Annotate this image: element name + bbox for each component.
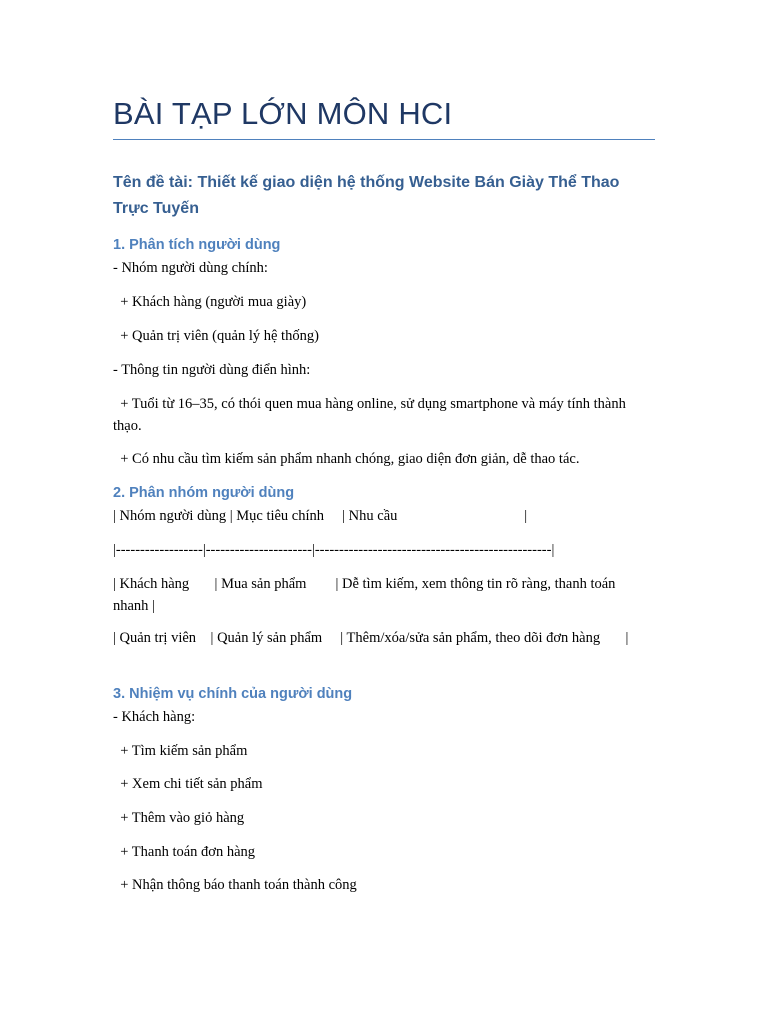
table-line: | Quản trị viên | Quản lý sản phẩm | Thêm/xóa/sửa sản phẩm, theo dõi đơn hàng |: [113, 630, 629, 646]
section-1-line: + Tuổi từ 16–35, có thói quen mua hàng online, sử dụng smartphone và máy tính thành thạo.: [113, 396, 630, 434]
section-1-line: + Khách hàng (người mua giày): [113, 294, 307, 310]
section-2-heading: 2. Phân nhóm người dùng: [113, 485, 295, 501]
section-3-line: + Thêm vào giỏ hàng: [113, 810, 245, 826]
section-1-line: - Nhóm người dùng chính:: [113, 260, 268, 276]
section-3-heading: 3. Nhiệm vụ chính của người dùng: [113, 686, 353, 702]
section-3-line: + Nhận thông báo thanh toán thành công: [113, 877, 357, 893]
table-line: | Nhóm người dùng | Mục tiêu chính | Nhu cầu |: [113, 508, 528, 524]
document-subtitle: Tên đề tài: Thiết kế giao diện hệ thống Website Bán Giày Thể Thao Trực Tuyến: [113, 174, 620, 217]
section-1-heading: 1. Phân tích người dùng: [113, 237, 281, 253]
section-1-line: + Quản trị viên (quản lý hệ thống): [113, 328, 319, 344]
table-line: | Khách hàng | Mua sản phẩm | Dễ tìm kiếm, xem thông tin rõ ràng, thanh toán nhanh |: [113, 576, 620, 614]
section-3-line: + Xem chi tiết sản phẩm: [113, 776, 263, 792]
section-3-line: + Tìm kiếm sản phẩm: [113, 743, 248, 759]
section-3-line: + Thanh toán đơn hàng: [113, 844, 256, 860]
table-line: |------------------|----------------------|-------------------------------------------------|: [113, 542, 555, 558]
section-1-line: + Có nhu cầu tìm kiếm sản phẩm nhanh chóng, giao diện đơn giản, dễ thao tác.: [113, 451, 580, 467]
section-3-line: - Khách hàng:: [113, 709, 196, 725]
title-divider: [113, 139, 655, 140]
section-1-line: - Thông tin người dùng điển hình:: [113, 362, 311, 378]
document-title: BÀI TẠP LỚN MÔN HCI: [113, 96, 453, 131]
